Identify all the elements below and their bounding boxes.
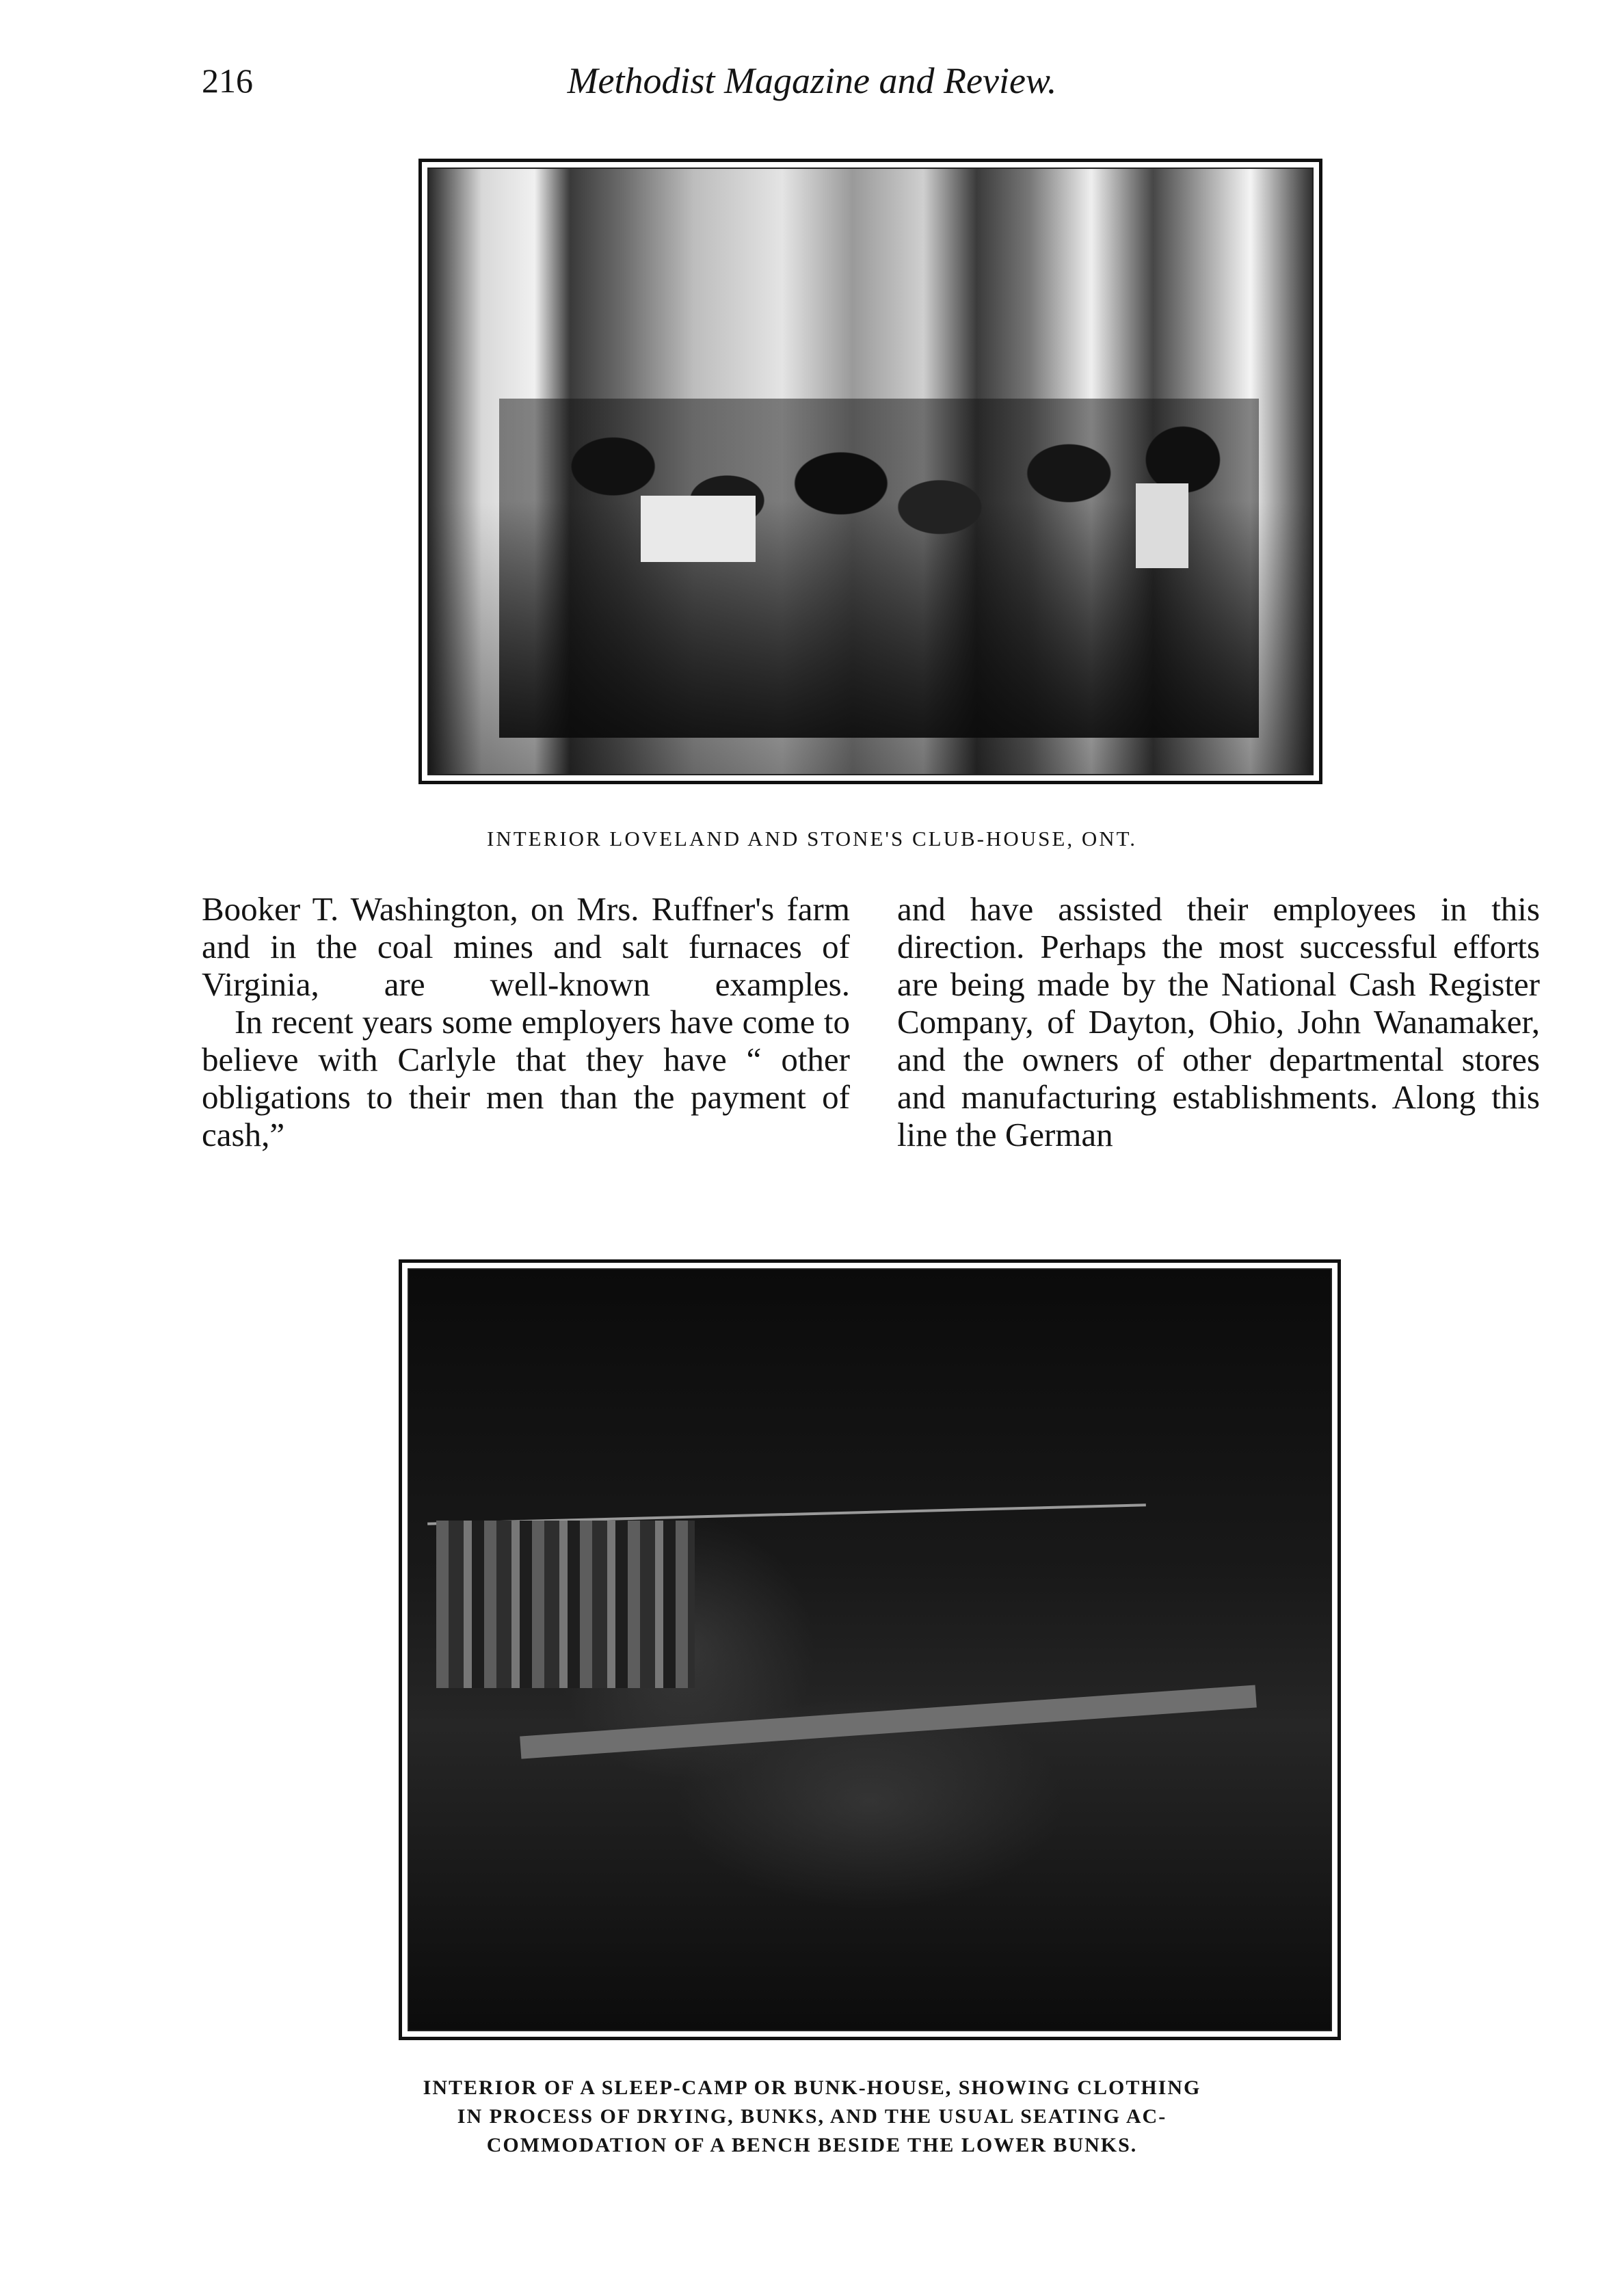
drying-clothes: [436, 1521, 694, 1688]
paragraph: In recent years some employers have come to believe with Carlyle that they have “ other obligations to their men than the payment of cash,”: [202, 1003, 850, 1153]
club-house-photo: [418, 159, 1322, 784]
newspaper-shape: [641, 496, 756, 562]
paragraph: Booker T. Washington, on Mrs. Ruffner's farm and in the coal mines and salt furnaces of Virginia, are well-known examples.: [202, 890, 850, 1003]
right-column: [897, 890, 1540, 1153]
paragraph: and have assisted their employees in this direction. Perhaps the most successful efforts are being made by the National Cash Register Company, of Dayton, Ohio, John Wanamaker, and the owners of other departmental stores and manufacturing establishments. Along this line the German: [897, 890, 1540, 1153]
bench: [520, 1685, 1257, 1759]
bunk-house-photo: [399, 1259, 1341, 2040]
club-house-photo-image: [427, 168, 1314, 775]
caption-line: INTERIOR OF A SLEEP-CAMP OR BUNK-HOUSE, SHOWING CLOTHING: [423, 2076, 1201, 2099]
club-house-caption: INTERIOR LOVELAND AND STONE'S CLUB-HOUSE, ONT.: [487, 827, 1137, 851]
bunk-house-caption: [0, 2074, 1624, 2160]
page-number: 216: [202, 62, 253, 100]
newspaper-shape: [1136, 483, 1189, 568]
seated-men-group: [499, 399, 1259, 738]
bunk-house-photo-image: [408, 1268, 1332, 2031]
running-title: Methodist Magazine and Review.: [567, 60, 1057, 101]
caption-line: COMMODATION OF A BENCH BESIDE THE LOWER BUNKS.: [486, 2134, 1138, 2156]
left-column: [202, 890, 850, 1153]
caption-line: IN PROCESS OF DRYING, BUNKS, AND THE USUAL SEATING AC-: [457, 2105, 1167, 2128]
